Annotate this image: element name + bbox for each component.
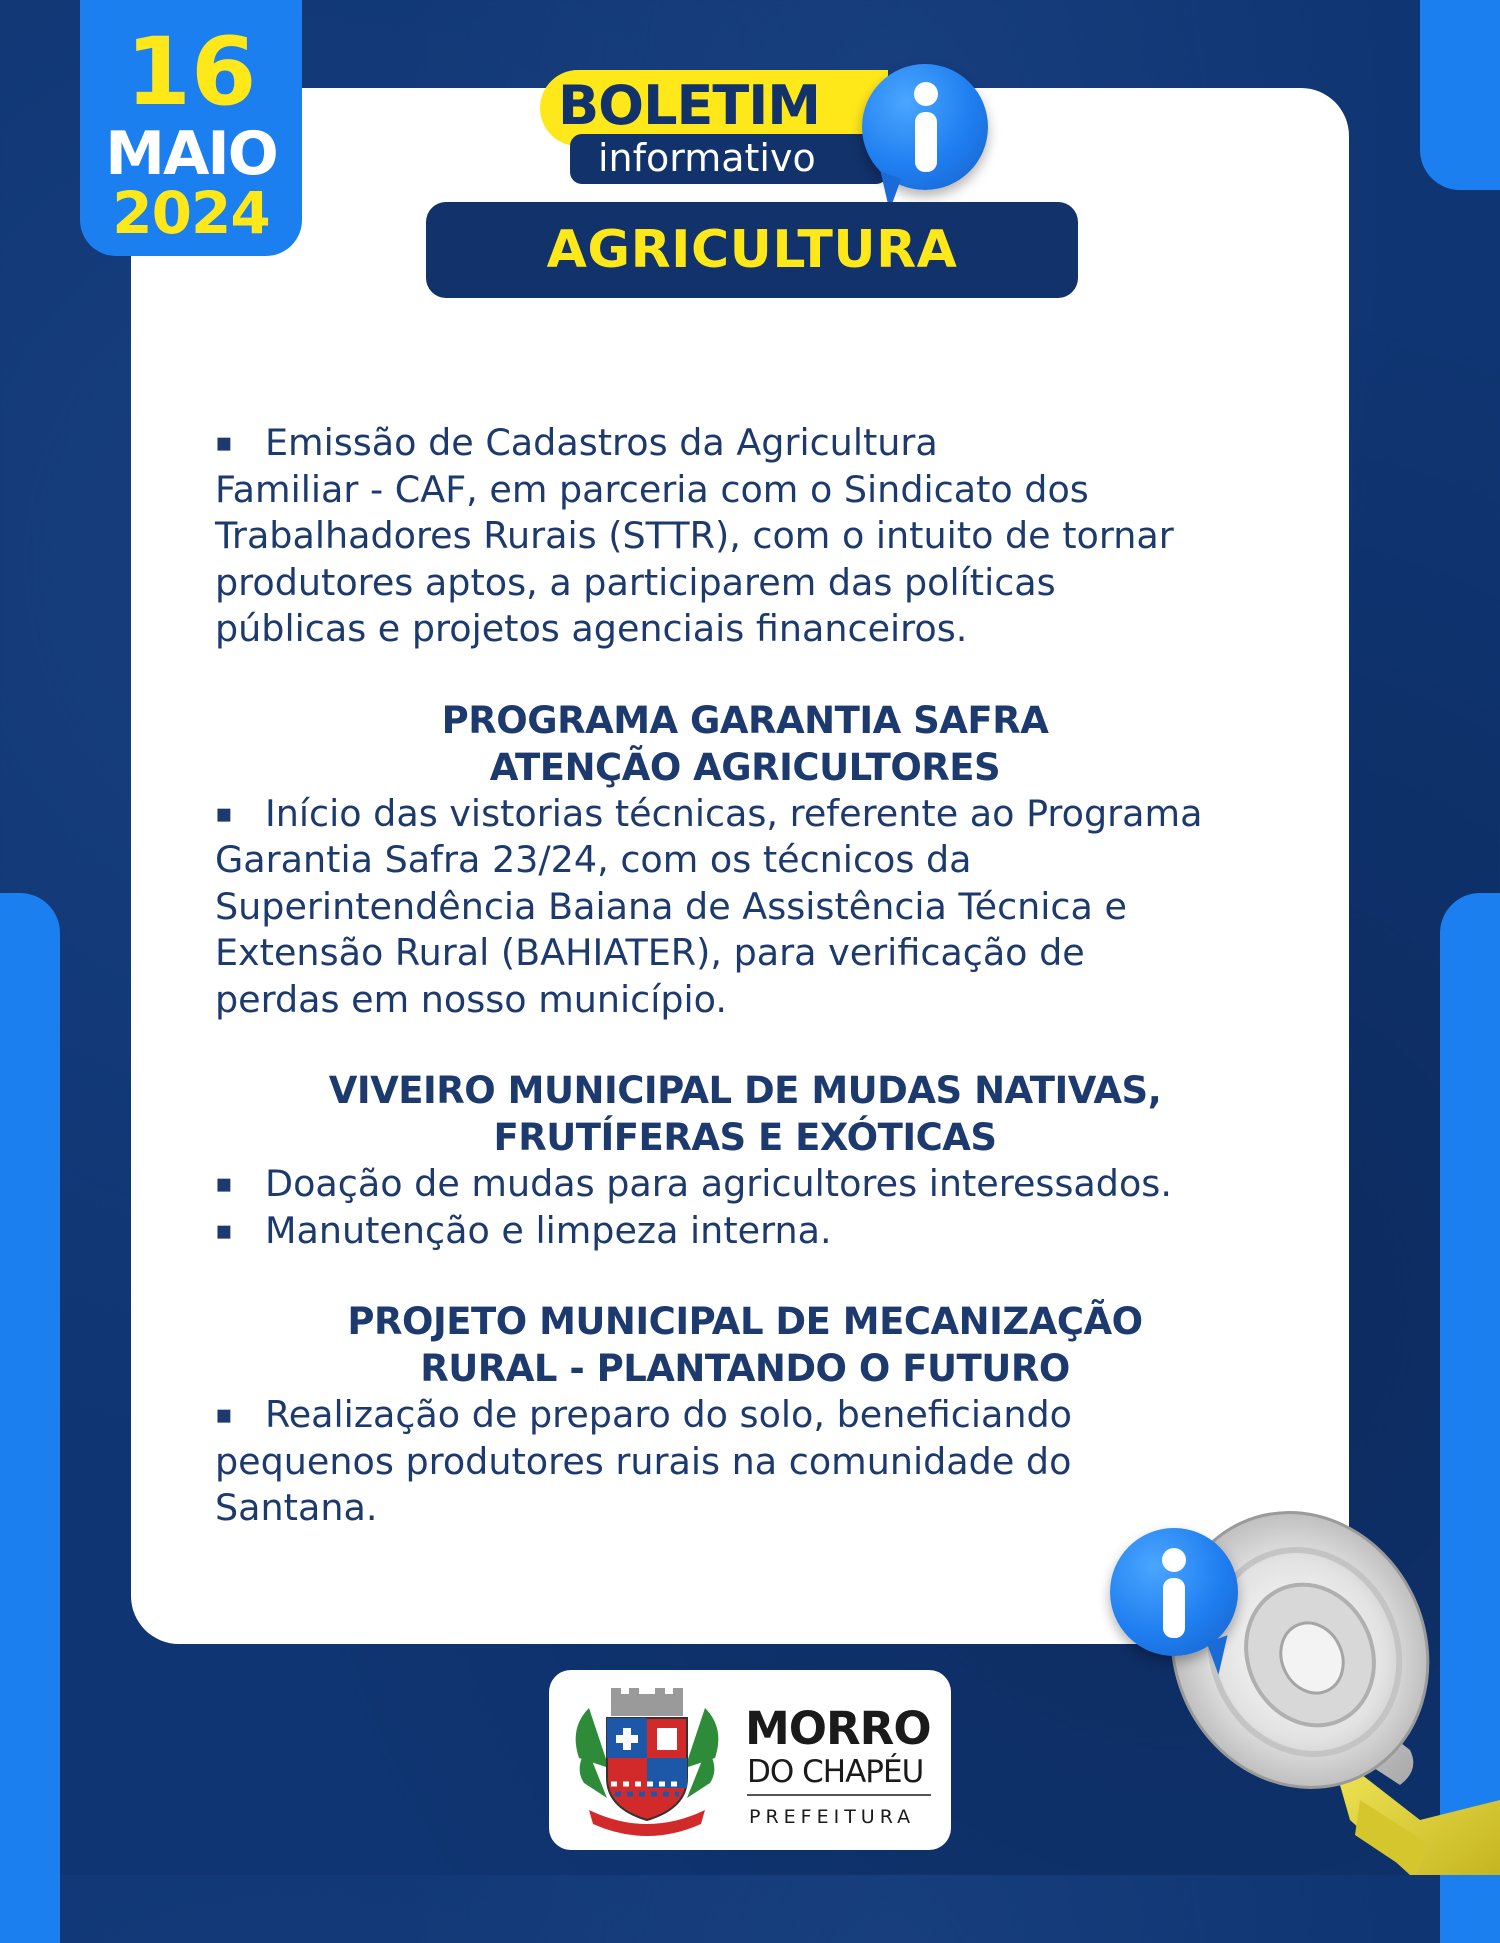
paragraph-line: pequenos produtores rurais na comunidade do: [215, 1439, 1072, 1483]
date-badge: [80, 0, 302, 256]
section-heading: PROGRAMA GARANTIA SAFRA: [441, 698, 1049, 742]
info-icon: [862, 64, 988, 190]
content-body: [215, 420, 1305, 1532]
decor-tab-left: [0, 893, 60, 1943]
info-icon: [1110, 1528, 1238, 1656]
list-item: ▪ Manutenção e limpeza interna.: [215, 1208, 1305, 1255]
prefeitura-logo: [549, 1670, 951, 1850]
coat-of-arms-icon: [569, 1688, 725, 1838]
section-heading: RURAL - PLANTANDO O FUTURO: [420, 1347, 1070, 1390]
paragraph-line: produtores aptos, a participarem das políticas: [215, 560, 1056, 604]
bullet-icon: ▪: [215, 798, 233, 829]
paragraph-line: públicas e projetos agenciais financeiros.: [215, 607, 968, 650]
paragraph-line: Garantia Safra 23/24, com os técnicos da: [215, 838, 972, 881]
bullet-icon: ▪: [215, 428, 233, 458]
logo-line1: MORRO: [745, 1702, 931, 1755]
paragraph-line: ▪ Realização de preparo do solo, beneficiando: [215, 1392, 1305, 1439]
paragraph-line: Trabalhadores Rurais (STTR), com o intuito de tornar: [215, 514, 1174, 557]
section-header: [426, 202, 1078, 298]
section-heading: FRUTÍFERAS E EXÓTICAS: [493, 1116, 997, 1159]
bullet-icon: ▪: [215, 1169, 233, 1199]
paragraph-line: Superintendência Baiana de Assistência Técnica e: [215, 884, 1127, 928]
boletim-title: BOLETIM: [558, 74, 821, 137]
date-year: 2024: [112, 179, 270, 247]
decor-tab-top-right: [1420, 0, 1500, 190]
section-heading: PROJETO MUNICIPAL DE MECANIZAÇÃO: [347, 1300, 1143, 1343]
logo-divider: [747, 1794, 931, 1796]
boletim-subtitle: informativo: [598, 136, 816, 180]
bullet-icon: ▪: [215, 1400, 233, 1430]
date-month: MAIO: [105, 119, 277, 189]
logo-line3: PREFEITURA: [749, 1806, 916, 1828]
paragraph-line: ▪ Início das vistorias técnicas, referente ao Programa: [215, 791, 1305, 838]
section-heading: VIVEIRO MUNICIPAL DE MUDAS NATIVAS,: [328, 1069, 1162, 1112]
paragraph-line: perdas em nosso município.: [215, 977, 727, 1021]
logo-line2: DO CHAPÉU: [747, 1754, 924, 1790]
paragraph-line: Familiar - CAF, em parceria com o Sindicato dos: [215, 467, 1089, 511]
paragraph-line: Santana.: [215, 1486, 378, 1529]
section-title: AGRICULTURA: [546, 220, 958, 280]
section-heading: ATENÇÃO AGRICULTORES: [489, 745, 1001, 789]
date-day: 16: [125, 18, 257, 127]
list-item: ▪ Doação de mudas para agricultores interessados.: [215, 1161, 1305, 1208]
paragraph-line: Extensão Rural (BAHIATER), para verificação de: [215, 931, 1085, 974]
bullet-icon: ▪: [215, 1215, 233, 1246]
paragraph-line: ▪ Emissão de Cadastros da Agricultura: [215, 420, 1305, 467]
